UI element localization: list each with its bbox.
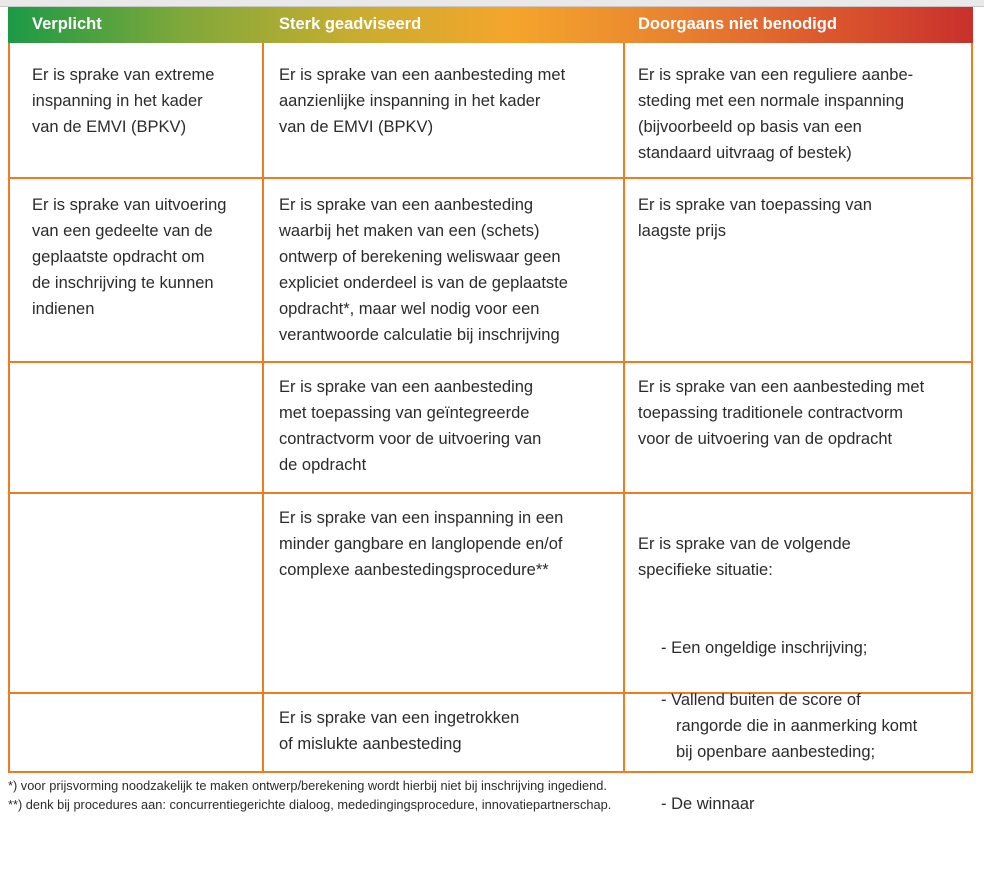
situation-item: - Een ongeldige inschrijving; bbox=[661, 639, 868, 657]
row-1-sterk-geadviseerd: Er is sprake van een aanbesteding met aanzienlijke inspanning in het kader van de EMVI (BPKV) bbox=[279, 66, 566, 136]
situation-item: - De winnaar bbox=[661, 795, 755, 813]
row-divider-1 bbox=[8, 177, 973, 179]
row-4-niet-benodigd bbox=[638, 505, 970, 869]
column-divider-2 bbox=[623, 43, 625, 773]
footnotes bbox=[8, 776, 968, 814]
situation-item: - Vallend buiten de score of rangorde die in aanmerking komt bij openbare aanbesteding; bbox=[661, 691, 918, 761]
row-5-sterk-geadviseerd: Er is sprake van een ingetrokken of mislukte aanbesteding bbox=[279, 709, 520, 753]
table-border-left bbox=[8, 43, 10, 773]
header-sterk-geadviseerd: Sterk geadviseerd bbox=[279, 15, 422, 33]
row-3-sterk-geadviseerd: Er is sprake van een aanbesteding met toepassing van geïntegreerde contractvorm voor de uitvoering van de opdracht bbox=[279, 378, 542, 474]
top-strip bbox=[0, 0, 984, 7]
table-border-right bbox=[971, 43, 973, 773]
footnote-2: **) denk bij procedures aan: concurrentiegerichte dialoog, mededingingsprocedure, innovatiepartnerschap. bbox=[8, 797, 612, 812]
header-verplicht: Verplicht bbox=[32, 15, 102, 33]
row-4-niet-benodigd-intro: Er is sprake van de volgende specifieke situatie: bbox=[638, 535, 851, 579]
row-4-sterk-geadviseerd: Er is sprake van een inspanning in een minder gangbare en langlopende en/of complexe aanbestedingsprocedure** bbox=[279, 509, 564, 579]
row-2-verplicht: Er is sprake van uitvoering van een gedeelte van de geplaatste opdracht om de inschrijving te kunnen indienen bbox=[32, 196, 227, 318]
table-header bbox=[8, 7, 973, 43]
row-1-niet-benodigd: Er is sprake van een reguliere aanbe- steding met een normale inspanning (bijvoorbeeld op basis van een standaard uitvraag of bestek) bbox=[638, 66, 914, 162]
row-2-niet-benodigd: Er is sprake van toepassing van laagste prijs bbox=[638, 196, 872, 240]
row-divider-3 bbox=[8, 492, 973, 494]
row-divider-2 bbox=[8, 361, 973, 363]
row-2-sterk-geadviseerd: Er is sprake van een aanbesteding waarbij het maken van een (schets) ontwerp of berekening weliswaar geen expliciet onderdeel is van de geplaatste opdracht*, maar wel nodig voor een verantwoorde calculatie bij inschrijving bbox=[279, 196, 568, 344]
footnote-1: *) voor prijsvorming noodzakelijk te maken ontwerp/berekening wordt hierbij niet bij inschrijving ingediend. bbox=[8, 778, 607, 793]
row-3-niet-benodigd: Er is sprake van een aanbesteding met toepassing traditionele contractvorm voor de uitvoering van de opdracht bbox=[638, 378, 925, 448]
row-1-verplicht: Er is sprake van extreme inspanning in het kader van de EMVI (BPKV) bbox=[32, 66, 215, 136]
column-divider-1 bbox=[262, 43, 264, 773]
header-doorgaans-niet-benodigd: Doorgaans niet benodigd bbox=[638, 15, 837, 33]
